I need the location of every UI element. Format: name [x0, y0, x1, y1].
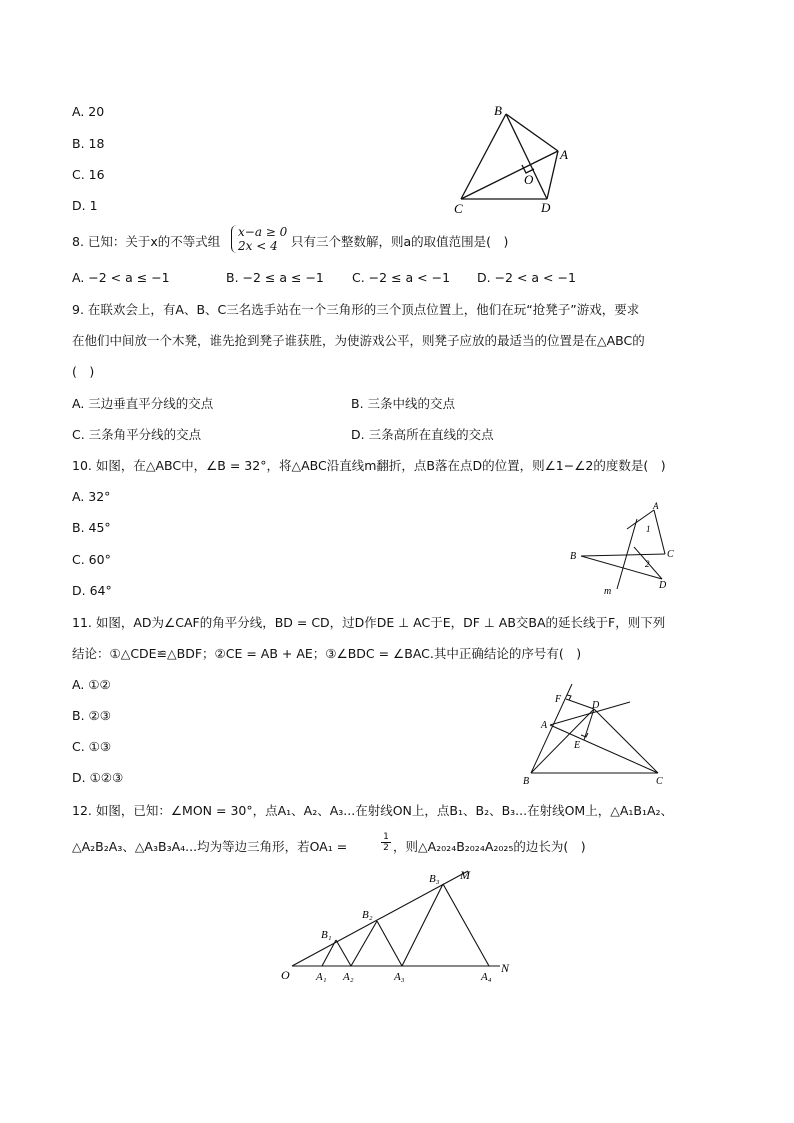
fig7-label-b: B — [494, 103, 502, 118]
q10-stem: 10. 如图，在△ABC中，∠B = 32°，将△ABC沿直线m翻折，点B落在点D的位置，则∠1−∠2的度数是( ) — [72, 458, 666, 473]
q8-option-c: C. −2 ≤ a < −1 — [352, 270, 451, 285]
q12-fraction-num: 1 — [381, 832, 391, 843]
q10-figure — [565, 497, 685, 597]
q12-fraction — [381, 832, 391, 853]
fig7-label-o: O — [524, 172, 534, 187]
fig12-label-b2: B₂ — [362, 909, 373, 921]
q10-option-d: D. 64° — [72, 583, 112, 598]
q9-stem-line1: 9. 在联欢会上，有A、B、C三名选手站在一个三角形的三个顶点位置上，他们在玩“抢凳子”游戏，要求 — [72, 302, 640, 317]
fig11-label-d: D — [592, 700, 600, 711]
q8-system-line1: x−a ≥ 0 — [238, 225, 288, 239]
q12-stem-line1: 12. 如图，已知：∠MON = 30°，点A₁、A₂、A₃...在射线ON上，点B₁、B₂、B₃...在射线OM上，△A₁B₁A₂、 — [72, 803, 674, 818]
q9-option-a: A. 三边垂直平分线的交点 — [72, 396, 214, 411]
fig10-label-d: D — [659, 580, 667, 591]
q12-stem-line2b: ，则△A₂₀₂₄B₂₀₂₄A₂₀₂₅的边长为( ) — [393, 839, 586, 854]
fig11-label-f: F — [555, 694, 562, 705]
fig10-label-m: m — [604, 586, 612, 597]
q7-option-d: D. 1 — [72, 198, 98, 213]
fig12-label-n: N — [501, 961, 510, 975]
fig12-label-a4: A₄ — [481, 971, 492, 983]
q7-figure — [450, 103, 570, 218]
q9-option-c: C. 三条角平分线的交点 — [72, 427, 202, 442]
fig7-label-c: C — [454, 201, 463, 216]
fig10-label-1: 1 — [646, 524, 651, 534]
q11-option-c: C. ①③ — [72, 739, 112, 754]
fig10-label-2: 2 — [645, 559, 650, 569]
fig10-label-a: A — [653, 501, 659, 511]
fig12-label-a1: A₁ — [316, 971, 327, 983]
q9-stem-line3: ( ) — [72, 364, 95, 379]
fig12-label-m: M — [460, 868, 470, 882]
q12-stem-line2a: △A₂B₂A₃、△A₃B₃A₄...均为等边三角形，若OA₁ = — [72, 839, 348, 854]
fig7-label-d: D — [541, 200, 551, 215]
q9-option-b: B. 三条中线的交点 — [351, 396, 456, 411]
q11-option-b: B. ②③ — [72, 708, 111, 723]
q8-system-line2: 2x < 4 — [238, 239, 278, 253]
fig10-label-b: B — [570, 551, 577, 562]
q11-option-a: A. ①② — [72, 677, 111, 692]
fig10-label-c: C — [667, 549, 674, 560]
q7-option-b: B. 18 — [72, 136, 105, 151]
q10-option-b: B. 45° — [72, 520, 111, 535]
q12-figure — [278, 868, 518, 983]
fig11-label-a: A — [541, 720, 548, 731]
fig11-label-e: E — [574, 740, 581, 751]
q9-option-d: D. 三条高所在直线的交点 — [351, 427, 494, 442]
fig12-label-o: O — [281, 968, 290, 982]
q11-stem-line2: 结论：①△CDE≌△BDF；②CE = AB + AE；③∠BDC = ∠BAC.其中正确结论的序号有( ) — [72, 646, 582, 661]
q12-fraction-den: 2 — [383, 843, 389, 853]
q8-prefix: 8. 已知：关于x的不等式组 — [72, 234, 221, 249]
q10-option-c: C. 60° — [72, 552, 111, 567]
q8-brace — [231, 225, 238, 253]
q7-option-a: A. 20 — [72, 104, 105, 119]
fig11-label-c: C — [656, 776, 663, 787]
q11-option-d: D. ①②③ — [72, 770, 124, 785]
q8-option-b: B. −2 ≤ a ≤ −1 — [226, 270, 324, 285]
q9-stem-line2: 在他们中间放一个木凳，谁先抢到凳子谁获胜，为使游戏公平，则凳子应放的最适当的位置是在△ABC的 — [72, 333, 645, 348]
q8-option-a: A. −2 < a ≤ −1 — [72, 270, 170, 285]
fig12-label-b1: B₁ — [321, 929, 332, 941]
q7-option-c: C. 16 — [72, 167, 105, 182]
fig11-label-b: B — [523, 776, 530, 787]
fig12-label-a2: A₂ — [343, 971, 354, 983]
q10-option-a: A. 32° — [72, 489, 111, 504]
q11-stem-line1: 11. 如图，AD为∠CAF的角平分线，BD = CD，过D作DE ⊥ AC于E，DF ⊥ AB交BA的延长线于F，则下列 — [72, 615, 666, 630]
fig12-label-b3: B₃ — [429, 873, 440, 885]
q8-option-d: D. −2 < a < −1 — [477, 270, 576, 285]
fig7-label-a: A — [560, 147, 568, 162]
fig12-label-a3: A₃ — [394, 971, 405, 983]
q11-figure — [520, 678, 670, 788]
q8-suffix: 只有三个整数解，则a的取值范围是( ) — [291, 234, 509, 249]
